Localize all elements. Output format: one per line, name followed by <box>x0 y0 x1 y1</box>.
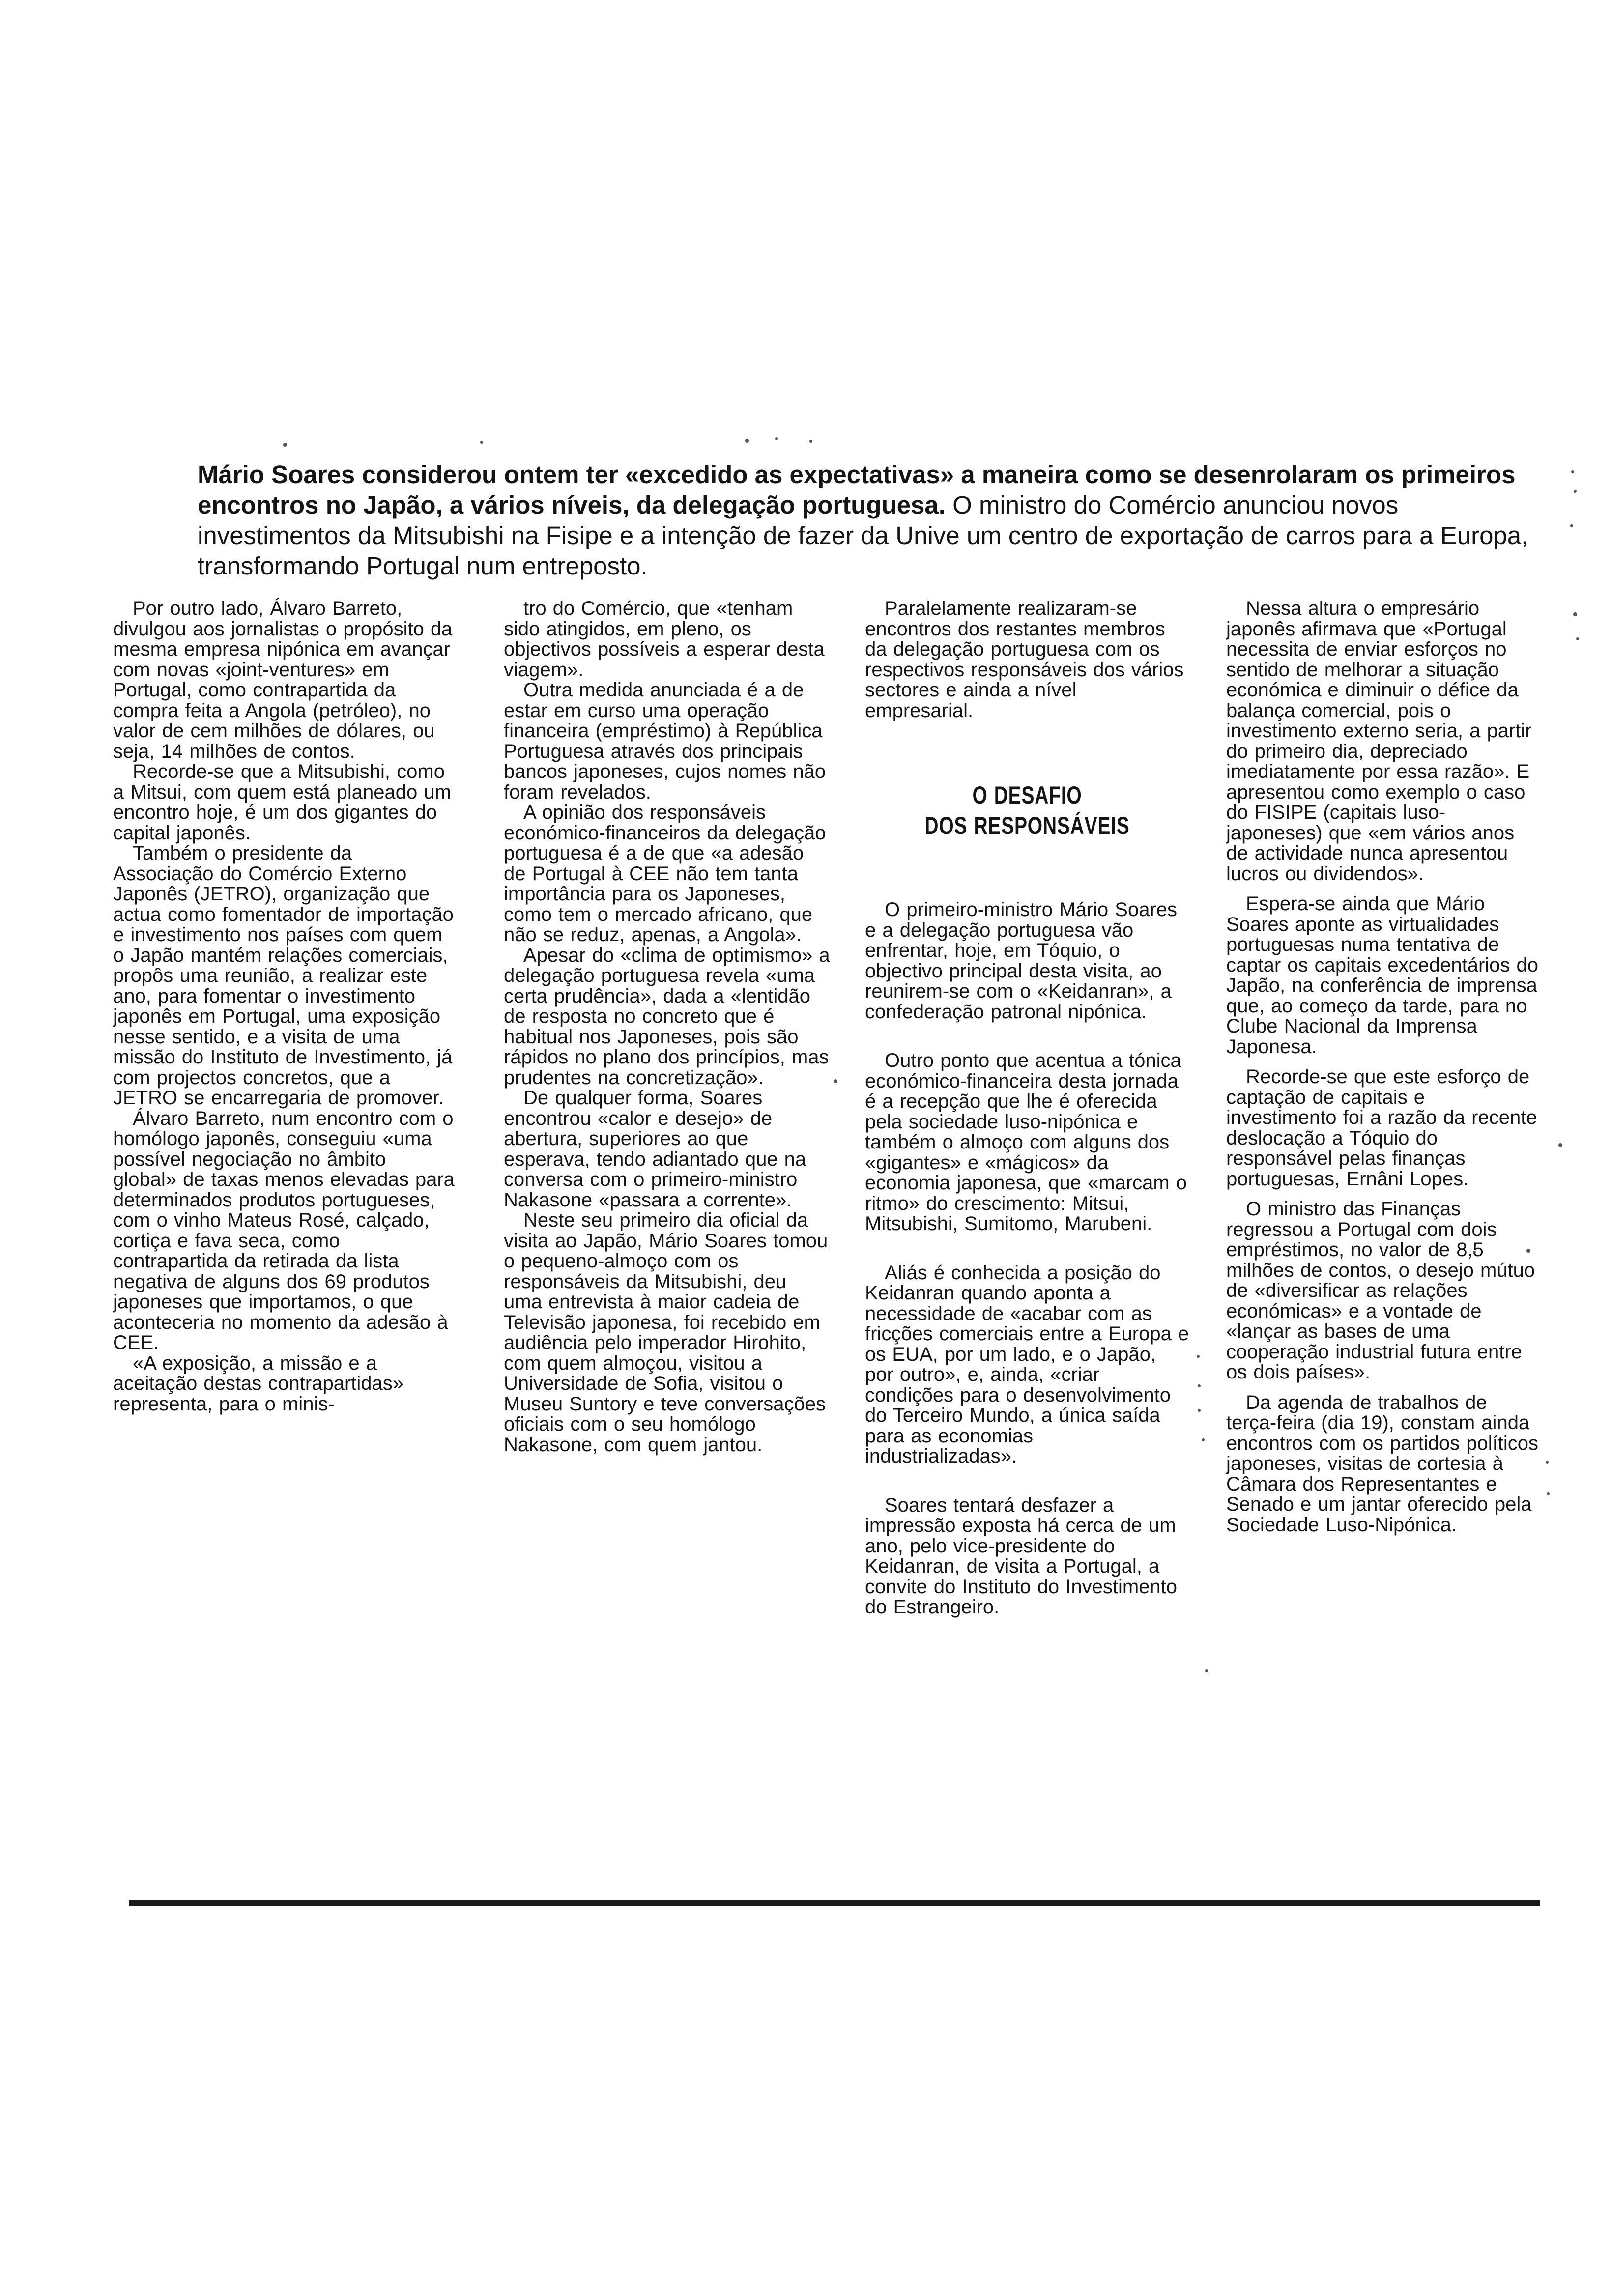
paragraph: Recorde-se que a Mitsubishi, como a Mitsui, com quem está planeado um encontro hoje, é um dos gigantes do capital japonês. <box>113 761 451 844</box>
paragraph: A opinião dos responsáveis económico-financeiros da delegação portuguesa é a de que «a adesão de Portugal à CEE não tem tanta importância para os Japoneses, como tem o mercado africano, que não se reduz, apenas, a Angola». <box>504 802 826 946</box>
paragraph: «A exposição, a missão e a aceitação destas contrapartidas» representa, para o minis- <box>113 1352 404 1415</box>
article-column-2 <box>504 599 831 1455</box>
paragraph: Espera-se ainda que Mário Soares aponte as virtualidades portuguesas numa tentativa de captar os capitais excedentários do Japão, na conferência de imprensa que, ao começo da tarde, para no Clube Nacional da Imprensa Japonesa. <box>1226 893 1539 1058</box>
paragraph: Soares tentará desfazer a impressão exposta há cerca de um ano, pelo vice-presidente do Keidanran, de visita a Portugal, a convite do Instituto do Investimento do Estrangeiro. <box>865 1494 1178 1618</box>
article-column-4 <box>1226 599 1541 1535</box>
paragraph: Neste seu primeiro dia oficial da visita ao Japão, Mário Soares tomou o pequeno-almoço com os responsáveis da Mitsubishi, deu uma entrevista à maior cadeia de Televisão japonesa, foi recebido em audiência pelo imperador Hirohito, com quem almoçou, visitou a Universidade de Sofia, visitou o Museu Suntory e teve conversações oficiais com o seu homólogo Nakasone, com quem jantou. <box>504 1209 828 1456</box>
article-column-1 <box>113 599 455 1414</box>
paragraph: Por outro lado, Álvaro Barreto, divulgou aos jornalistas o propósito da mesma empresa nipónica em avançar com novas «joint-ventures» em Portugal, como contrapartida da compra feita a Angola (petróleo), no valor de cem milhões de dólares, ou seja, 14 milhões de contos. <box>113 598 453 762</box>
paragraph: Aliás é conhecida a posição do Keidanran quando aponta a necessidade de «acabar com as fricções comerciais entre a Europa e os EUA, por um lado, e o Japão, por outro», e, ainda, «criar condições para o desenvolvimento do Terceiro Mundo, a única saída para as economias industrializadas». <box>865 1262 1189 1467</box>
paragraph: O primeiro-ministro Mário Soares e a delegação portuguesa vão enfrentar, hoje, em Tóquio, o objectivo principal desta visita, ao reunirem-se com o «Keidanran», a confederação patronal nipónica. <box>865 899 1178 1023</box>
paragraph: Outro ponto que acentua a tónica económico-financeira desta jornada é a recepção que lhe é oferecida pela sociedade luso-nipónica e também o almoço com alguns dos «gigantes» e «mágicos» da economia japonesa, que «marcam o ritmo» do crescimento: Mitsui, Mitsubishi, Sumitomo, Marubeni. <box>865 1050 1187 1234</box>
section-subheading <box>901 780 1154 841</box>
paragraph: Paralelamente realizaram-se encontros dos restantes membros da delegação portuguesa com os respectivos responsáveis dos vários sectores e ainda a nível empresarial. <box>865 598 1184 721</box>
paragraph: O ministro das Finanças regressou a Portugal com dois empréstimos, no valor de 8,5 milhões de contos, o desejo mútuo de «diversificar as relações económicas» e a vontade de «lançar as bases de uma cooperação industrial futura entre os dois países». <box>1226 1198 1535 1383</box>
paragraph: De qualquer forma, Soares encontrou «calor e desejo» de abertura, superiores ao que esperava, tendo adiantado que na conversa com o primeiro-ministro Nakasone «passara a corrente». <box>504 1087 806 1211</box>
lead-rest: O ministro do Comércio anunciou novos investimentos da Mitsubishi na Fisipe e a intenção de fazer da Unive um centro de exportação de carros para a Europa, transformando Portugal num entreposto. <box>198 491 1528 580</box>
paragraph: Também o presidente da Associação do Comércio Externo Japonês (JETRO), organização que actua como fomentador de importação e investimento nos países com quem o Japão mantém relações comerciais, propôs uma reunião, a realizar este ano, para fomentar o investimento japonês em Portugal, uma exposição nesse sentido, e a visita de uma missão do Instituto de Investimento, já com projectos concretos, que a JETRO se encarregaria de promover. <box>113 842 454 1109</box>
lead-paragraph <box>198 459 1544 581</box>
article-column-3 <box>865 599 1189 1618</box>
lead-strong: Mário Soares considerou ontem ter «excedido as expectativas» a maneira como se desenrolaram os primeiros encontros no Japão, a vários níveis, da delegação portuguesa. <box>198 460 1516 519</box>
paragraph: Outra medida anunciada é a de estar em curso uma operação financeira (empréstimo) à República Portuguesa através dos principais bancos japoneses, cujos nomes não foram revelados. <box>504 679 826 803</box>
paragraph: Da agenda de trabalhos de terça-feira (dia 19), constam ainda encontros com os partidos políticos japoneses, visitas de cortesia à Câmara dos Representantes e Senado e um jantar oferecido pela Sociedade Luso-Nipónica. <box>1226 1391 1538 1536</box>
paragraph: Apesar do «clima de optimismo» a delegação portuguesa revela «uma certa prudência», dada a «lentidão de resposta no concreto que é habitual nos Japoneses, pois são rápidos no plano dos princípios, mas prudentes na concretização». <box>504 944 830 1089</box>
paragraph: Recorde-se que este esforço de captação de capitais e investimento foi a razão da recente deslocação a Tóquio do responsável pelas finanças portuguesas, Ernâni Lopes. <box>1226 1066 1537 1190</box>
paragraph: tro do Comércio, que «tenham sido atingidos, em pleno, os objectivos possíveis a esperar desta viagem». <box>504 598 825 681</box>
subheading-line-1: O DESAFIO <box>972 781 1082 809</box>
bottom-rule <box>129 1900 1540 1906</box>
paragraph: Nessa altura o empresário japonês afirmava que «Portugal necessita de enviar esforços no sentido de melhorar a situação económica e diminuir o défice da balança comercial, pois o investimento externo seria, a partir do primeiro dia, depreciado imediatamente por essa razão». E apresentou como exemplo o caso do FISIPE (capitais luso-japoneses) que «em vários anos de actividade nunca apresentou lucros ou dividendos». <box>1226 598 1532 885</box>
subheading-line-2: DOS RESPONSÁVEIS <box>924 812 1130 839</box>
paragraph: Álvaro Barreto, num encontro com o homólogo japonês, conseguiu «uma possível negociação no âmbito global» de taxas menos elevadas para determinados produtos portugueses, com o vinho Mateus Rosé, calçado, cortiça e fava seca, como contrapartida da retirada da lista negativa de alguns dos 69 produtos japoneses que importamos, o que aconteceria no momento da adesão à CEE. <box>113 1107 455 1353</box>
